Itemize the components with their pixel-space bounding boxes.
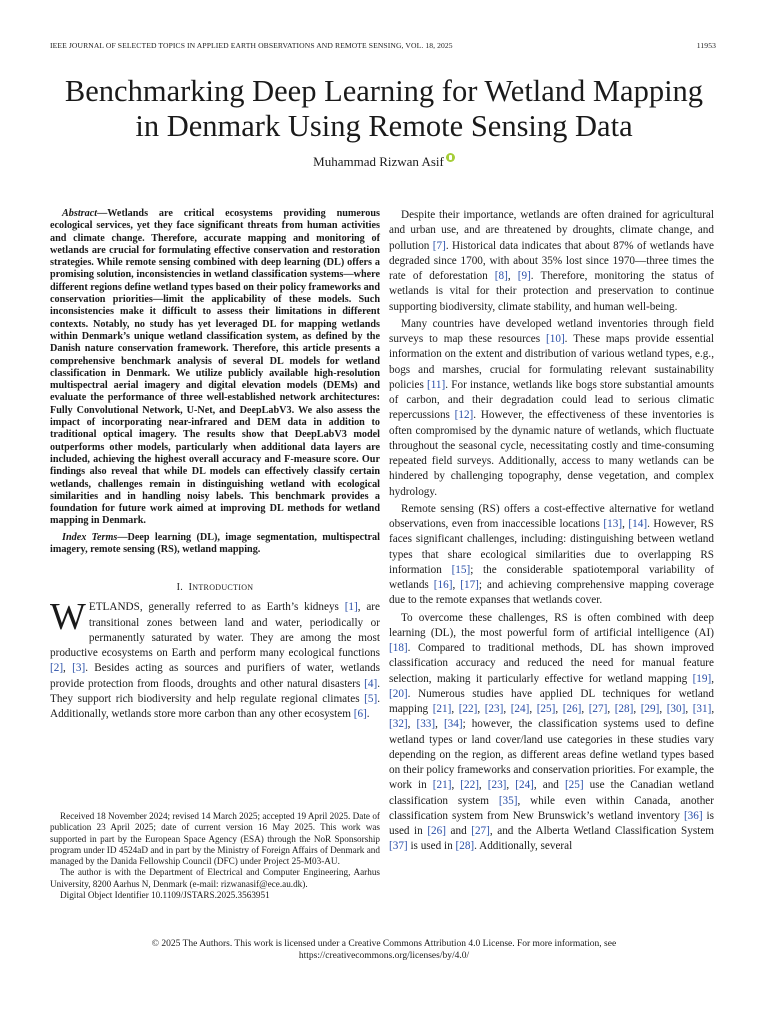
citation-link[interactable]: [6] — [353, 708, 367, 721]
journal-name: IEEE JOURNAL OF SELECTED TOPICS IN APPLIED EARTH OBSERVATIONS AND REMOTE SENSING, VOL. 18, 2025 — [50, 41, 453, 50]
page-number: 11953 — [696, 41, 716, 50]
text-run: , — [506, 779, 516, 792]
text-run: . Additionally, wetlands store more carbon than any other ecosystem — [50, 692, 380, 721]
text-run: , — [451, 779, 461, 792]
text-run: , — [555, 703, 563, 715]
license-line-1: © 2025 The Authors. This work is licensed under a Creative Commons Attribution 4.0 License. For more information, see — [151, 939, 617, 949]
citation-link[interactable]: [18] — [389, 642, 408, 654]
citation-link[interactable]: [26] — [562, 703, 582, 715]
text-run: , — [659, 703, 667, 715]
citation-link[interactable]: [5] — [364, 692, 378, 705]
citation-link[interactable]: [28] — [614, 703, 634, 715]
citation-link[interactable]: [23] — [484, 703, 504, 715]
text-run: . These maps provide essential information on the extent and distribution of various wetland types, e.g., bogs and marshes, crucial for formulating relevant sustainability policies — [389, 333, 715, 391]
citation-link[interactable]: [11] — [427, 378, 446, 391]
citation-link[interactable]: [27] — [471, 825, 490, 837]
citation-link[interactable]: [4] — [364, 677, 378, 690]
citation-link[interactable]: [15] — [451, 563, 471, 576]
text-run: , and the Alberta Wetland Classification System — [489, 825, 715, 837]
citation-link[interactable]: [32] — [389, 718, 408, 731]
text-run: , — [435, 718, 444, 731]
text-run: , — [478, 779, 488, 792]
paper-title — [40, 74, 728, 144]
citation-link[interactable]: [24] — [515, 779, 534, 792]
text-run: , while even within Canada, another classification system from New Brunswick’s wetland inventory — [389, 794, 714, 822]
citation-link[interactable]: [2] — [50, 662, 64, 675]
citation-link[interactable]: [33] — [416, 718, 436, 731]
text-run: . However, RS faces significant challenges, including: distinguishing between wetland types that share ecological similarities due to overlapping RS information — [389, 518, 714, 576]
citation-link[interactable]: [26] — [427, 825, 446, 837]
citation-link[interactable]: [16] — [433, 579, 453, 591]
citation-link[interactable]: [25] — [536, 703, 556, 715]
text-run: ; however, the classification systems used to define wetland types or land cover/land use categories in these studies vary depending on the region, as different areas define wetland types based on their policy frameworks and conservation priorities. For example, the work in — [389, 718, 715, 792]
text-run: . Historical data indicates that about 87% of wetlands have degraded since 1700, with about 35% lost since 1970—three times the rate of deforestation — [389, 239, 714, 282]
text-run: , — [507, 270, 518, 282]
citation-link[interactable]: [12] — [454, 409, 474, 422]
citation-link[interactable]: [22] — [460, 779, 479, 792]
citation-link[interactable]: [21] — [432, 703, 452, 715]
citation-link[interactable]: [36] — [683, 809, 703, 822]
citation-link[interactable]: [14] — [628, 518, 648, 530]
footnote — [50, 811, 380, 901]
text-run: , — [633, 703, 641, 715]
citation-link[interactable]: [9] — [517, 270, 531, 282]
text-run: ; the considerable spatiotemporal variability of wetlands — [389, 563, 714, 591]
section-numeral: I. — [176, 582, 184, 594]
text-run: Remote sensing (RS) offers a cost-effective alternative for wetland observations, even from inaccessible locations — [389, 502, 714, 530]
citation-link[interactable]: [29] — [640, 703, 660, 715]
text-run: . Besides acting as sources and purifiers of water, wetlands provide protection from floods, droughts and other natural disasters — [50, 662, 380, 690]
license-link[interactable]: https://creativecommons.org/licenses/by/4.0/ — [298, 951, 470, 961]
footnote-doi: Digital Object Identifier 10.1109/JSTARS.2025.3563951 — [60, 890, 270, 901]
text-run: . — [366, 708, 370, 721]
running-header — [50, 41, 716, 50]
text-run: , and — [533, 779, 565, 792]
text-run: use the Canadian wetland classification system — [389, 779, 715, 807]
text-run: , — [711, 672, 714, 685]
citation-link[interactable]: [30] — [666, 703, 686, 715]
citation-link[interactable]: [8] — [494, 270, 508, 282]
text-run: , — [407, 718, 417, 731]
text-run: . Compared to traditional methods, DL has shown improved classification accuracy and reduced the need for manual feature selection, making it particularly effective for wetland mapping — [389, 642, 714, 685]
citation-link[interactable]: [20] — [389, 687, 408, 700]
body-paragraph — [389, 611, 714, 855]
citation-link[interactable]: [25] — [564, 779, 584, 792]
text-run: ; and achieving comprehensive mapping coverage due to the remote expanses that wetlands cover. — [389, 579, 714, 607]
citation-link[interactable]: [24] — [510, 703, 530, 715]
text-run: . However, the effectiveness of these inventories is often compromised by the dynamic nature of wetlands, which fluctuate throughout the seasonal cycle, necessitating costly and time-consuming repeated field surveys. Additionally, access to many wetlands can be hindered by challenging topography, dense vegetation, and complex hydrology. — [389, 409, 714, 498]
title-line-2: in Denmark Using Remote Sensing Data — [135, 109, 633, 143]
citation-link[interactable]: [37] — [389, 840, 408, 853]
body-paragraph — [389, 317, 714, 500]
left-column — [50, 208, 380, 722]
author-line — [0, 153, 768, 170]
abstract: Abstract—Wetlands are critical ecosystems providing numerous ecological services, yet they face significant threats from human activities and climate change. Therefore, accurate mapping and monitoring of wetlands are crucial for formulating effective conservation and restoration strategies. While remote sensing combined with deep learning (DL) offers a promising solution, inconsistencies in wetland classification systems—where different regions define wetland types based on their policy frameworks and conservation priorities—limit the applicability of these models. Such inconsistencies make it difficult to assess their limitations in different contexts. Notably, no study has yet leveraged DL for mapping wetlands within Denmark’s unique wetland classification system, as defined by the Danish nature conservation framework. Therefore, this article presents a comprehensive benchmark analysis of several DL models for wetland classification in Denmark. We utilize publicly available high-resolution multispectral aerial imagery and digital elevation models (DEMs) and evaluate the performance of three well-established network architectures: Fully Convolutional Network, U-Net, and DeepLabV3. We also assess the impact of incorporating near-infrared and DEM data in addition to traditional optical imagery. The results show that DeepLabV3 model outperforms other models, particularly when additional data layers are included, achieving the highest overall accuracy and F-measure score. Our findings also reveal that while DL models can effectively classify certain wetlands, challenges remain in distinguishing wetland with ecological similarities and in handling noisy labels. This benchmark provides a foundation for future work aimed at improving DL methods for wetland mapping in Denmark. — [50, 208, 380, 527]
abstract-text: Wetlands are critical ecosystems providing numerous ecological services, yet they face significant threats from human activities and climate change. Therefore, accurate mapping and monitoring of wetlands are crucial for formulating effective conservation and restoration strategies. While remote sensing combined with deep learning (DL) offers a promising solution, inconsistencies in wetland classification systems—where different regions define wetland types based on their policy frameworks and conservation priorities—limit the applicability of these models. Such inconsistencies make it difficult to assess their limitations in different contexts. Notably, no study has yet leveraged DL for mapping wetlands within Denmark’s unique wetland classification system, as defined by the Danish nature conservation framework. Therefore, this article presents a comprehensive benchmark analysis of several DL models for wetland classification in Denmark. We utilize publicly available high-resolution multispectral aerial imagery and digital elevation models (DEMs) and evaluate the performance of three well-established network architectures: Fully Convolutional Network, U-Net, and DeepLabV3. We also assess the impact of incorporating near-infrared and DEM data in addition to traditional optical imagery. The results show that DeepLabV3 model outperforms other models, particularly when additional data layers are included, achieving the highest overall accuracy and F-measure score. Our findings also reveal that while DL models can effectively classify certain wetlands, challenges remain in distinguishing wetland with ecological similarities and in handling noisy labels. This benchmark provides a foundation for future work aimed at improving DL methods for wetland mapping in Denmark. — [50, 208, 380, 527]
text-run: , — [452, 579, 461, 591]
text-run: is used in — [389, 809, 715, 837]
citation-link[interactable]: [22] — [458, 703, 478, 715]
citation-link[interactable]: [10] — [546, 333, 565, 345]
citation-link[interactable]: [28] — [455, 840, 475, 853]
citation-link[interactable]: [1] — [344, 601, 358, 614]
footnote-affiliation: The author is with the Department of Electrical and Computer Engineering, Aarhus University, 8200 Aarhus N, Denmark (e-mail: rizwanasif@ece.au.dk). — [50, 867, 380, 889]
text-run: , are transitional zones between land and water, periodically or permanently saturated by water. They are among the most productive ecosystems on Earth and perform many ecological functions — [50, 601, 380, 660]
text-run: . Therefore, monitoring the status of wetlands is vital for their protection and preservation to continue supporting biodiversity, climate stability, and human well-being. — [389, 270, 714, 313]
text-run: , — [503, 703, 511, 715]
section-title-rest: NTRODUCTION — [192, 583, 254, 593]
intro-first-word: ETLANDS — [88, 601, 140, 614]
text-run: . They support rich biodiversity and help regulate regional climates — [50, 677, 380, 705]
text-run: , — [529, 703, 537, 715]
citation-link[interactable]: [31] — [692, 703, 712, 715]
index-terms-text: Deep learning (DL), image segmentation, multispectral imagery, remote sensing (RS), wetland mapping. — [50, 531, 380, 556]
text-run: . Numerous studies have applied DL techniques for wetland mapping — [389, 687, 714, 715]
text-run: , — [711, 703, 715, 715]
citation-link[interactable]: [13] — [603, 518, 623, 530]
text-run: , — [451, 703, 459, 715]
right-column — [389, 208, 714, 857]
text-run: . For instance, wetlands like bogs store substantial amounts of carbon, and their degradation could lead to serious climatic repercussions — [389, 378, 714, 422]
index-terms-label: Index Terms — [62, 531, 118, 543]
citation-link[interactable]: [17] — [460, 579, 479, 591]
orcid-icon[interactable] — [446, 153, 455, 162]
text-run: , generally referred to as Earth’s kidneys — [139, 601, 345, 614]
body-paragraph — [389, 208, 714, 315]
text-run: , — [581, 703, 589, 715]
citation-link[interactable]: [27] — [588, 703, 608, 715]
citation-link[interactable]: [21] — [432, 779, 452, 792]
author-name: Muhammad Rizwan Asif — [313, 154, 444, 169]
intro-paragraph — [50, 596, 380, 722]
section-heading — [50, 582, 380, 593]
text-run: , — [63, 662, 73, 675]
text-run: Many countries have developed wetland inventories through field surveys to map these resources — [389, 317, 714, 345]
text-run: , — [477, 703, 485, 715]
footnote-dates: Received 18 November 2024; revised 14 March 2025; accepted 19 April 2025. Date of publication 23 April 2025; date of current version 16 May 2025. This work was supported in part by the European Space Agency (ESA) through the NoR Sponsorship program under ID 4524aD and in part by the Ministry of Foreign Affairs of Denmark and managed by the Danida Fellowship Council (DFC) under Project 25-M03-AU. — [50, 811, 380, 867]
drop-cap: W — [50, 596, 86, 639]
citation-link[interactable]: [7] — [432, 239, 446, 252]
citation-link[interactable]: [35] — [498, 794, 518, 807]
text-run: is used in — [407, 840, 456, 853]
license-notice — [0, 938, 768, 962]
text-run: Despite their importance, wetlands are often drained for agricultural and urban use, and are threatened by droughts, climate change, and pollution — [389, 209, 714, 252]
text-run: , — [607, 703, 615, 715]
text-run: To overcome these challenges, RS is often combined with deep learning (DL), the most powerful form of artificial intelligence (AI) — [389, 611, 714, 639]
text-run: . Additionally, several — [474, 840, 573, 853]
citation-link[interactable]: [23] — [487, 779, 507, 792]
text-run: , — [685, 703, 693, 715]
section-title-first: I — [188, 582, 193, 594]
index-terms: Index Terms—Deep learning (DL), image segmentation, multispectral imagery, remote sensing (RS), wetland mapping. — [50, 531, 380, 556]
citation-link[interactable]: [19] — [692, 672, 712, 685]
title-line-1: Benchmarking Deep Learning for Wetland Mapping — [64, 74, 704, 108]
citation-link[interactable]: [34] — [443, 718, 463, 731]
abstract-label: Abstract — [62, 208, 98, 219]
body-paragraph — [389, 502, 714, 609]
text-run: and — [445, 825, 472, 837]
citation-link[interactable]: [3] — [72, 662, 86, 675]
text-run: , — [622, 518, 629, 530]
